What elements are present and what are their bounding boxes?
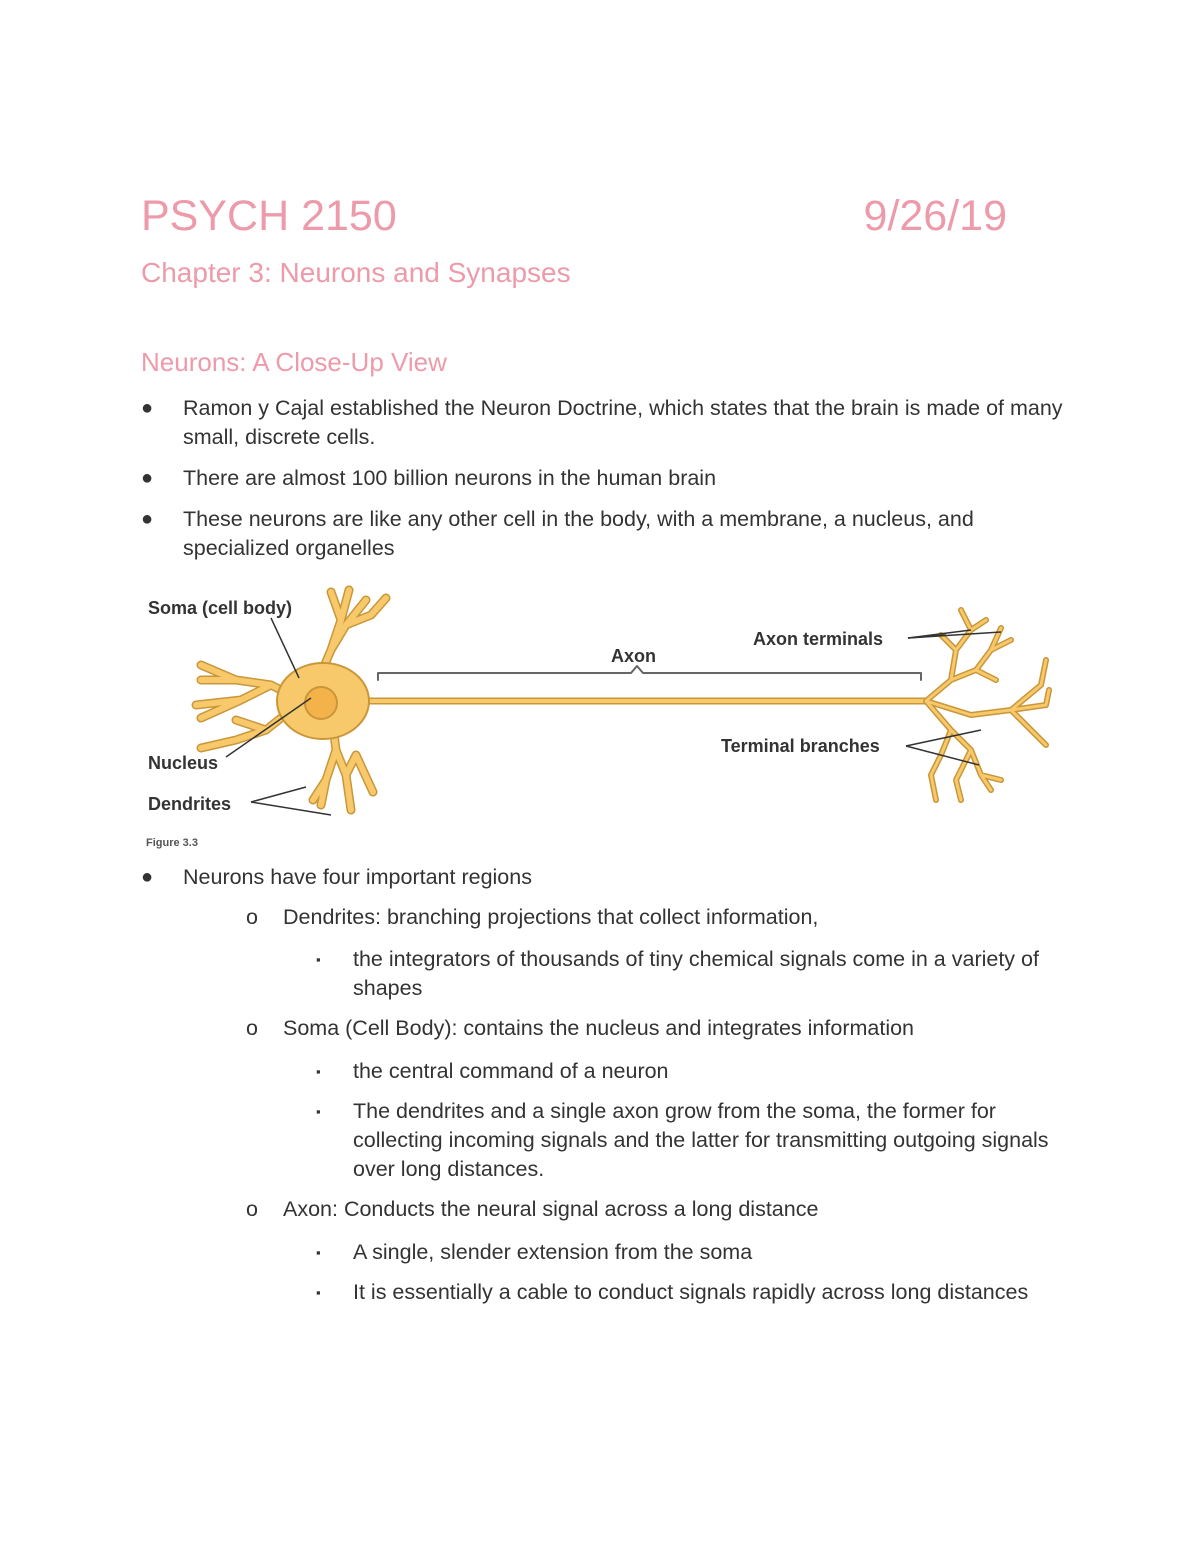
label-nucleus: Nucleus <box>148 753 219 773</box>
course-title: PSYCH 2150 <box>141 192 397 240</box>
bullet-square-icon: ▪ <box>316 1064 321 1079</box>
neuron-illustration <box>196 590 1049 810</box>
bullet-square-icon: ▪ <box>316 1104 321 1119</box>
bullet-square-icon: ▪ <box>316 1245 321 1260</box>
nucleus-shape <box>305 687 337 719</box>
list-item <box>0 1097 1073 1184</box>
bullet-list-top <box>0 394 1200 563</box>
neuron-figure <box>141 580 1061 850</box>
figure-caption: Figure 3.3 <box>146 837 198 849</box>
bullet-circle-icon: o <box>246 1197 258 1221</box>
list-item-text: Neurons have four important regions <box>183 865 532 889</box>
list-item <box>0 1238 1073 1267</box>
label-terminal-branches: Terminal branches <box>721 736 880 756</box>
list-item-text: Ramon y Cajal established the Neuron Doctrine, which states that the brain is made of many small, discrete cells. <box>183 396 1063 449</box>
neuron-diagram <box>141 580 1061 850</box>
bullet-disc-icon: ● <box>141 866 154 888</box>
list-item <box>0 1014 1073 1043</box>
label-axon-terminals: Axon terminals <box>753 629 884 649</box>
date: 9/26/19 <box>863 192 1007 240</box>
list-item <box>0 945 1073 1003</box>
axon-bracket <box>378 666 921 680</box>
list-item-text: Dendrites: branching projections that collect information, <box>283 905 819 929</box>
list-item-text: the central command of a neuron <box>353 1059 669 1083</box>
list-item <box>0 863 1073 892</box>
section-heading: Neurons: A Close-Up View <box>141 347 447 377</box>
bullet-square-icon: ▪ <box>316 952 321 967</box>
bullet-circle-icon: o <box>246 905 258 929</box>
chapter-heading: Chapter 3: Neurons and Synapses <box>141 257 571 288</box>
bullet-disc-icon: ● <box>141 508 154 530</box>
label-soma: Soma (cell body) <box>148 598 293 618</box>
label-dendrites: Dendrites <box>148 794 232 814</box>
list-item-text: the integrators of thousands of tiny chemical signals come in a variety of shapes <box>353 947 1039 1000</box>
list-item-text: The dendrites and a single axon grow from the soma, the former for collecting incoming signals and the latter for transmitting outgoing signals over long distances. <box>353 1099 1049 1181</box>
label-axon: Axon <box>611 646 656 666</box>
title-row <box>141 192 1007 252</box>
list-item-text: Axon: Conducts the neural signal across a long distance <box>283 1197 819 1221</box>
list-item <box>0 394 1073 452</box>
bullet-disc-icon: ● <box>141 467 154 489</box>
list-item-text: It is essentially a cable to conduct signals rapidly across long distances <box>353 1280 1029 1304</box>
list-item-text: These neurons are like any other cell in the body, with a membrane, a nucleus, and specialized organelles <box>183 507 974 560</box>
bullet-square-icon: ▪ <box>316 1285 321 1300</box>
list-item <box>0 903 1073 932</box>
bullet-list-regions <box>0 863 1200 1307</box>
bullet-circle-icon: o <box>246 1016 258 1040</box>
list-item-text: There are almost 100 billion neurons in the human brain <box>183 466 717 490</box>
list-item <box>0 1057 1073 1086</box>
list-item <box>0 1195 1073 1224</box>
bullet-disc-icon: ● <box>141 397 154 419</box>
list-item-text: Soma (Cell Body): contains the nucleus and integrates information <box>283 1016 915 1040</box>
list-item <box>0 505 1073 563</box>
list-item <box>0 1278 1073 1307</box>
list-item-text: A single, slender extension from the soma <box>353 1240 753 1264</box>
list-item <box>0 464 1073 493</box>
